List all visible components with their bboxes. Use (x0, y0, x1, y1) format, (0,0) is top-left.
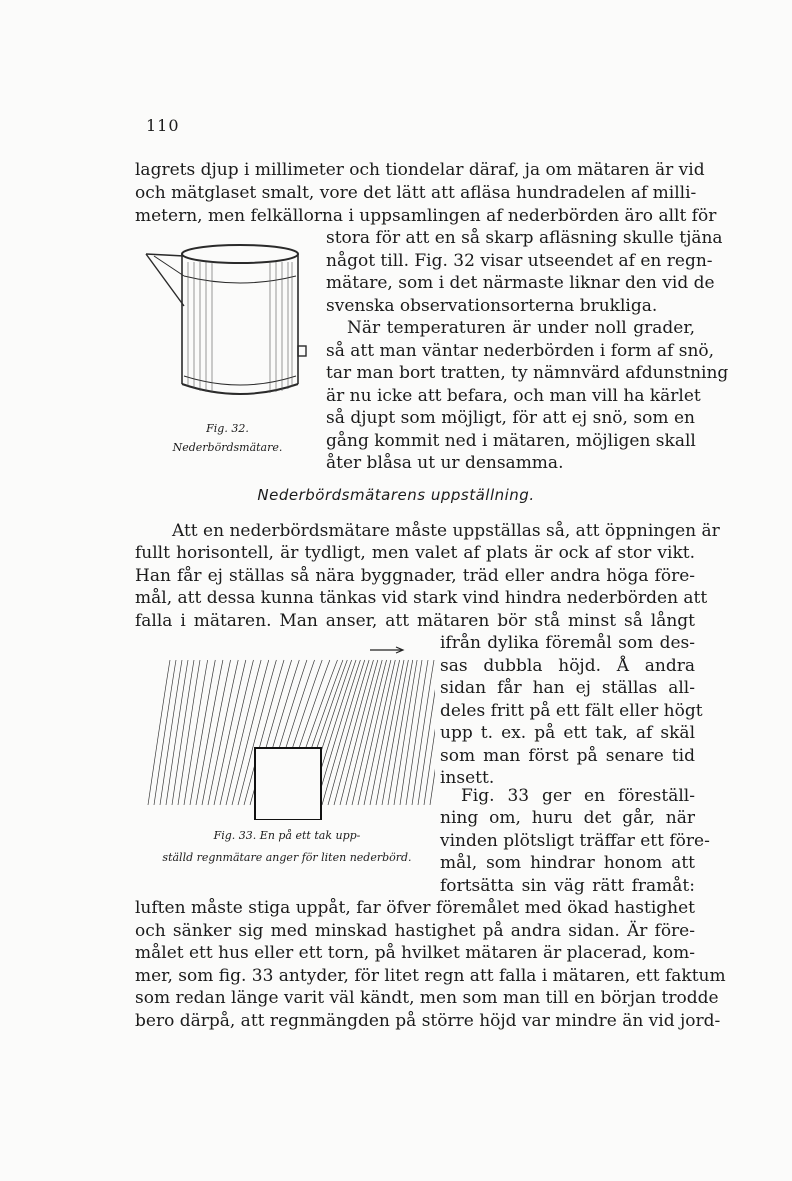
streamline (178, 660, 200, 805)
text-line: falla i mätaren. Man anser, att mätaren bör stå minst så långt (135, 611, 695, 631)
streamline (160, 660, 182, 805)
text-line: gång kommit ned i mätaren, möjligen skall (326, 431, 696, 451)
text-line: sas dubbla höjd. Å andra (440, 656, 695, 676)
text-line: och sänker sig med minskad hastighet på andra sidan. Är före- (135, 921, 695, 941)
streamline (400, 660, 422, 805)
text-line: som man först på senare tid (440, 746, 695, 766)
text-line: insett. (440, 768, 495, 788)
text-line: vinden plötsligt träffar ett före- (440, 831, 710, 851)
text-line: fullt horisontell, är tydligt, men valet af plats är ock af stor vikt. (135, 543, 695, 563)
figure-32-caption-number: Fig. 32. (206, 422, 249, 435)
text-line: Fig. 33 ger en föreställ- (461, 786, 695, 806)
text-line: Han får ej ställas så nära byggnader, träd eller andra höga före- (135, 566, 695, 586)
streamline (394, 660, 417, 805)
section-heading: Nederbördsmätarens uppställning. (257, 486, 535, 504)
text-line: lagrets djup i millimeter och tiondelar däraf, ja om mätaren är vid (135, 160, 705, 180)
text-line: så djupt som möjligt, för att ej snö, som en (326, 408, 695, 428)
streamline (190, 660, 215, 805)
text-line: När temperaturen är under noll grader, (347, 318, 695, 338)
text-line: mål, som hindrar honom att (440, 853, 695, 873)
wind-flow-diagram (140, 640, 435, 820)
streamline (418, 660, 435, 805)
text-line: målet ett hus eller ett torn, på hvilket mätaren är placerad, kom- (135, 943, 696, 963)
text-line: stora för att en så skarp afläsning skulle tjäna (326, 228, 723, 248)
streamline (184, 660, 208, 805)
figure-33-caption-line1: Fig. 33. En på ett tak upp- (213, 829, 361, 842)
streamline (346, 660, 382, 805)
page-number: 110 (146, 116, 180, 135)
streamline (412, 660, 434, 805)
rain-gauge-illustration (140, 236, 315, 416)
text-line: så att man väntar nederbörden i form af snö, (326, 341, 715, 361)
text-line: mer, som fig. 33 antyder, för litet regn att falla i mätaren, ett faktum (135, 966, 726, 986)
text-line: luften måste stiga uppåt, far öfver föremålet med ökad hastighet (135, 898, 695, 918)
streamline (334, 660, 373, 805)
figure-32-caption-text: Nederbördsmätare. (172, 441, 283, 454)
text-line: som redan länge varit väl kändt, men som man till en början trodde (135, 988, 719, 1008)
text-line: ifrån dylika föremål som des- (440, 633, 695, 653)
streamline (406, 660, 428, 805)
streamline (208, 660, 238, 805)
text-line: åter blåsa ut ur densamma. (326, 453, 564, 473)
figure-33-caption-line2: ställd regnmätare anger för liten nederbörd. (162, 851, 412, 864)
text-line: mätare, som i det närmaste liknar den vid de (326, 273, 715, 293)
streamline (172, 660, 194, 805)
streamline (220, 660, 253, 805)
text-line: är nu icke att befara, och man vill ha kärlet (326, 386, 701, 406)
text-line: metern, men felkällorna i uppsamlingen af nederbörden äro allt för (135, 206, 717, 226)
text-line: tar man bort tratten, ty nämnvärd afdunstning (326, 363, 729, 383)
text-line: ning om, huru det går, när (440, 808, 695, 828)
streamline (154, 660, 176, 805)
text-line: mål, att dessa kunna tänkas vid stark vind hindra nederbörden att (135, 588, 708, 608)
streamline (340, 660, 378, 805)
streamline (166, 660, 188, 805)
text-line: sidan får han ej ställas all- (440, 678, 695, 698)
text-line: svenska observationsorterna brukliga. (326, 296, 658, 316)
text-line: upp t. ex. på ett tak, af skäl (440, 723, 695, 743)
text-line: och mätglaset smalt, vore det lätt att afläsa hundradelen af milli- (135, 183, 697, 203)
text-line: fortsätta sin väg rätt framåt: (440, 876, 695, 896)
text-line: något till. Fig. 32 visar utseendet af en regn- (326, 251, 713, 271)
text-line: deles fritt på ett fält eller högt (440, 701, 703, 721)
streamline (202, 660, 231, 805)
text-line: Att en nederbördsmätare måste uppställas så, att öppningen är (172, 521, 720, 541)
streamline (148, 660, 170, 805)
streamline (316, 660, 360, 805)
streamline (352, 660, 387, 805)
text-line: bero därpå, att regnmängden på större höjd var mindre än vid jord- (135, 1011, 721, 1031)
